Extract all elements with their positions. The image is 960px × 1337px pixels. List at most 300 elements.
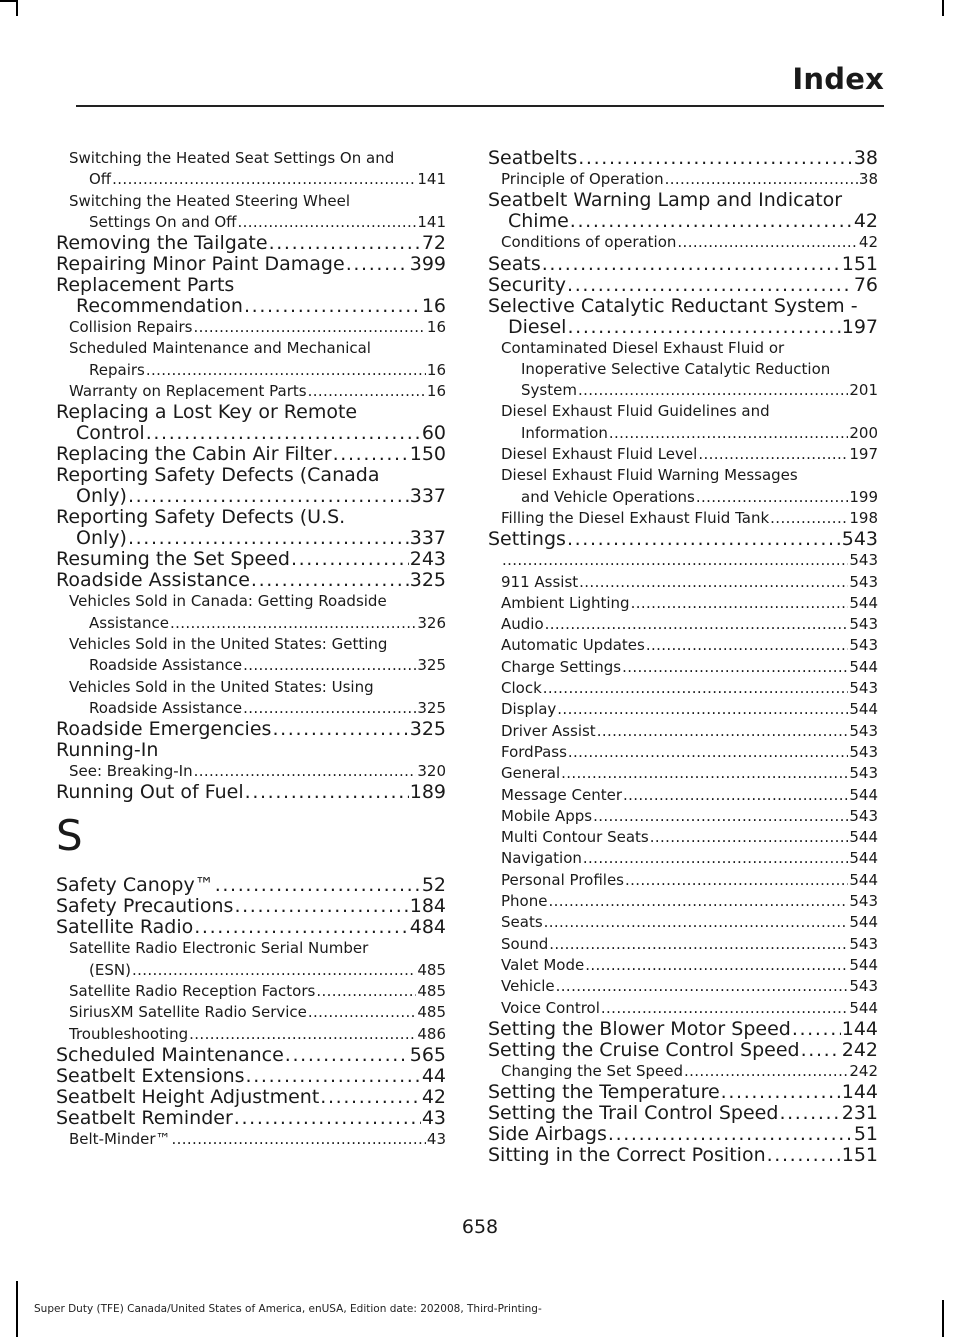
index-entry-label: Vehicles Sold in the United States: Using	[69, 677, 374, 696]
index-entry-label: Satellite Radio	[56, 917, 194, 939]
dot-leader	[333, 444, 409, 465]
index-entry-label: Security	[488, 274, 567, 296]
page-reference: 544	[849, 700, 878, 719]
index-entry	[56, 740, 446, 761]
index-entry-label: Roadside Assistance	[56, 570, 250, 592]
page-reference: 198	[849, 508, 878, 527]
index-entry-label: Replacing the Cabin Air Filter	[56, 444, 332, 466]
index-entry-line	[56, 233, 446, 254]
page-reference: 16	[426, 360, 446, 379]
index-entry	[488, 296, 878, 338]
page-reference: 544	[849, 828, 878, 847]
page-reference: 42	[421, 1086, 446, 1108]
index-subentry	[56, 191, 446, 234]
page-reference: 485	[417, 1003, 446, 1022]
index-subentry	[56, 1002, 446, 1023]
index-column-left	[56, 148, 446, 1150]
dot-leader	[696, 487, 848, 508]
index-entry-label: Seatbelt Extensions	[56, 1065, 245, 1087]
index-entry	[488, 1040, 878, 1061]
index-entry-line	[69, 1024, 446, 1045]
index-entry	[488, 148, 878, 169]
index-entry	[56, 875, 446, 896]
index-entry-line	[501, 870, 878, 891]
index-entry-line	[501, 614, 878, 635]
index-entry-label: System	[521, 381, 577, 400]
index-subentry	[56, 938, 446, 981]
index-entry-label: Ambient Lighting	[501, 593, 630, 612]
index-entry-label: Navigation	[501, 849, 582, 868]
index-entry-line	[69, 317, 446, 338]
page-reference: 544	[849, 593, 878, 612]
page-reference: 484	[409, 917, 446, 939]
index-subentry	[56, 148, 446, 191]
index-subentry	[488, 785, 878, 806]
index-entry-line	[488, 1019, 878, 1040]
index-entry-label: Repairs	[89, 360, 145, 379]
index-entry	[488, 1082, 878, 1103]
index-entry-line	[488, 1040, 878, 1061]
index-entry-label: Driver Assist	[501, 721, 596, 740]
page-reference: 485	[417, 960, 446, 979]
page-reference: 189	[409, 782, 446, 804]
index-entry-label: Seatbelt Reminder	[56, 1107, 233, 1129]
dot-leader	[146, 423, 421, 444]
dot-leader	[578, 380, 848, 401]
page-reference: 543	[849, 742, 878, 761]
page-reference: 543	[849, 806, 878, 825]
index-entry-line	[69, 761, 446, 782]
index-entry-label: Seatbelt Warning Lamp and Indicator	[488, 189, 843, 212]
page-reference: 544	[849, 870, 878, 889]
index-subentry	[488, 550, 878, 571]
dot-leader	[646, 635, 849, 656]
dot-leader	[579, 572, 848, 593]
dot-leader	[622, 657, 848, 678]
index-subentry	[488, 232, 878, 253]
index-entry-line	[501, 955, 878, 976]
index-entry-line	[488, 148, 878, 169]
index-subentry	[56, 338, 446, 381]
index-entry-line	[501, 169, 878, 190]
dot-leader	[544, 912, 849, 933]
index-entry-line	[56, 719, 446, 740]
crop-mark-bottom-right	[942, 1300, 944, 1337]
index-subentry	[488, 508, 878, 529]
page-reference: 543	[849, 636, 878, 655]
index-entry-line	[69, 169, 446, 190]
index-entry	[56, 719, 446, 740]
page-reference: 399	[409, 254, 446, 276]
index-entry	[56, 1045, 446, 1066]
dot-leader	[132, 960, 416, 981]
index-entry-label: Off	[89, 170, 112, 189]
dot-leader	[269, 233, 421, 254]
dot-leader	[608, 1124, 853, 1145]
index-entry-label: Vehicle	[501, 977, 555, 996]
index-entry-line	[488, 1124, 878, 1145]
index-subentry	[56, 1129, 446, 1150]
index-subentry	[488, 657, 878, 678]
page-reference: 44	[421, 1065, 446, 1087]
index-entry	[56, 917, 446, 938]
dot-leader	[568, 742, 848, 763]
index-entry-label: Replacement Parts	[56, 274, 235, 297]
index-subentry	[488, 678, 878, 699]
page-reference: 43	[426, 1129, 446, 1148]
index-entry-line	[501, 487, 878, 508]
index-entry-line	[501, 848, 878, 869]
index-entry-line	[501, 721, 878, 742]
page-reference: 326	[417, 613, 446, 632]
index-entry-label: Removing the Tailgate	[56, 233, 268, 255]
dot-leader	[251, 570, 409, 591]
dot-leader	[567, 317, 840, 338]
index-entry-label: and Vehicle Operations	[521, 487, 695, 506]
page-reference: 565	[409, 1044, 446, 1066]
index-entry-label: Filling the Diesel Exhaust Fluid Tank	[501, 508, 770, 527]
page-reference: 485	[417, 982, 446, 1001]
dot-leader	[631, 593, 849, 614]
page-reference: 201	[849, 381, 878, 400]
index-entry-label: Multi Contour Seats	[501, 828, 649, 847]
index-entry-line	[488, 1145, 878, 1166]
index-entry-line	[56, 1045, 446, 1066]
index-subentry	[56, 317, 446, 338]
index-subentry	[56, 981, 446, 1002]
index-entry-line	[488, 254, 878, 275]
index-entry-line	[501, 976, 878, 997]
page-reference: 325	[417, 656, 446, 675]
index-entry-label: Changing the Set Speed	[501, 1061, 683, 1080]
index-entry-line	[501, 763, 878, 784]
index-entry-label: Phone	[501, 892, 548, 911]
page-reference: 141	[417, 212, 446, 231]
index-entry-label: Roadside Assistance	[89, 656, 243, 675]
page-reference: 184	[409, 896, 446, 918]
index-entry-line	[69, 212, 446, 233]
page-number: 658	[461, 1216, 499, 1238]
dot-leader	[543, 678, 849, 699]
index-entry-line	[501, 934, 878, 955]
dot-leader	[146, 360, 426, 381]
index-entry-line	[501, 635, 878, 656]
index-entry	[56, 1087, 446, 1108]
crop-mark-top-left-v	[16, 0, 18, 16]
dot-leader	[308, 381, 426, 402]
dot-leader	[320, 1087, 421, 1108]
index-entry-label: Vehicles Sold in the United States: Getting	[69, 634, 388, 653]
index-entry-label: Principle of Operation	[501, 170, 664, 188]
index-entry-label: Replacing a Lost Key or Remote	[56, 401, 358, 424]
index-entry-label: Resuming the Set Speed	[56, 549, 290, 571]
index-entry-label: Inoperative Selective Catalytic Reduction	[521, 359, 831, 378]
index-entry-line	[501, 550, 878, 571]
page-reference: 16	[421, 296, 446, 318]
dot-leader	[234, 896, 408, 917]
index-entry	[488, 1019, 878, 1040]
index-entry-line	[488, 317, 878, 338]
page-reference: 51	[853, 1124, 878, 1146]
index-entry-label: Reporting Safety Defects (U.S.	[56, 506, 346, 529]
page-reference: 543	[841, 529, 878, 551]
page-reference: 16	[426, 382, 446, 401]
page-reference: 543	[849, 721, 878, 740]
dot-leader	[677, 232, 857, 253]
index-entry-label: Running-In	[56, 739, 159, 762]
index-entry	[488, 254, 878, 275]
index-entry-label: Switching the Heated Steering Wheel	[69, 191, 350, 210]
index-entry-label: Only)	[76, 528, 127, 550]
index-entry	[488, 275, 878, 296]
index-entry	[56, 465, 446, 507]
index-subentry	[56, 634, 446, 677]
index-entry-line	[56, 486, 446, 507]
page-reference: 543	[849, 977, 878, 996]
index-entry	[56, 233, 446, 254]
index-entry-line	[56, 254, 446, 275]
index-entry-line	[501, 785, 878, 806]
dot-leader	[721, 1082, 841, 1103]
index-entry-label: Satellite Radio Electronic Serial Number	[69, 939, 369, 958]
index-entry	[56, 507, 446, 549]
index-entry-label: SiriusXM Satellite Radio Service	[69, 1003, 307, 1022]
index-subentry	[488, 721, 878, 742]
index-subentry	[488, 635, 878, 656]
page-reference: 320	[417, 762, 446, 781]
index-entry-line	[501, 1061, 878, 1082]
page-reference: 42	[853, 211, 878, 233]
index-entry-line	[501, 593, 878, 614]
page-reference: 52	[421, 875, 446, 897]
index-entry-label: General	[501, 764, 561, 783]
index-entry-line	[501, 806, 878, 827]
index-entry-label: Reporting Safety Defects (Canada	[56, 464, 380, 487]
dot-leader	[567, 529, 841, 550]
dot-leader	[583, 848, 848, 869]
index-entry-label: Contaminated Diesel Exhaust Fluid or	[501, 338, 785, 357]
page-reference: 543	[849, 679, 878, 698]
index-subentry	[56, 1024, 446, 1045]
index-entry-label: Sitting in the Correct Position	[488, 1145, 766, 1167]
index-entry-line	[69, 360, 446, 381]
index-entry-label: Switching the Heated Seat Settings On and	[69, 149, 395, 167]
index-entry-label: Information	[521, 423, 608, 442]
index-entry-line	[69, 1129, 446, 1150]
dot-leader	[346, 254, 409, 275]
index-entry-label: Selective Catalytic Reductant System -	[488, 294, 858, 317]
index-entry-label: Assistance	[89, 613, 169, 632]
dot-leader	[578, 148, 853, 169]
section-letter: S	[56, 811, 83, 861]
index-subentry	[488, 699, 878, 720]
index-subentry	[56, 381, 446, 402]
index-entry-line	[501, 572, 878, 593]
index-entry-label: Clock	[501, 679, 542, 698]
page-reference: 60	[421, 423, 446, 445]
index-entry-label: Charge Settings	[501, 657, 622, 676]
page-reference: 151	[841, 253, 878, 275]
index-entry-line	[501, 891, 878, 912]
page-reference: 544	[849, 998, 878, 1017]
index-entry-label: Diesel	[508, 316, 567, 338]
dot-leader	[234, 1108, 421, 1129]
page-reference: 16	[426, 318, 446, 337]
index-entry-label: Setting the Blower Motor Speed	[488, 1018, 791, 1040]
page-reference: 151	[841, 1145, 878, 1167]
dot-leader	[238, 212, 417, 233]
dot-leader	[243, 655, 416, 676]
dot-leader	[128, 486, 409, 507]
dot-leader	[243, 698, 416, 719]
index-subentry	[488, 912, 878, 933]
page-reference: 543	[849, 892, 878, 911]
page-reference: 325	[409, 719, 446, 741]
index-entry-label: Sound	[501, 934, 549, 953]
dot-leader	[502, 550, 848, 571]
index-entry-label: Seatbelt Height Adjustment	[56, 1086, 320, 1108]
index-entry-line	[69, 613, 446, 634]
index-entry-line	[501, 912, 878, 933]
index-entry-label: Message Center	[501, 785, 622, 804]
dot-leader	[291, 549, 409, 570]
index-subentry	[488, 891, 878, 912]
index-entry	[56, 896, 446, 917]
dot-leader	[625, 870, 848, 891]
dot-leader	[172, 1129, 426, 1150]
index-subentry	[488, 955, 878, 976]
dot-leader	[801, 1040, 841, 1061]
index-entry-label: Vehicles Sold in Canada: Getting Roadside	[69, 592, 387, 611]
page-reference: 43	[421, 1107, 446, 1129]
index-entry-label: Setting the Temperature	[488, 1082, 720, 1104]
header-divider	[76, 105, 884, 107]
index-entry-label: Running Out of Fuel	[56, 782, 244, 804]
index-entry-line	[69, 698, 446, 719]
index-entry	[56, 782, 446, 803]
index-subentry	[56, 677, 446, 720]
page-reference: 231	[841, 1103, 878, 1125]
page-reference: 144	[841, 1018, 878, 1040]
index-entry-line	[56, 423, 446, 444]
index-entry-line	[56, 528, 446, 549]
dot-leader	[128, 528, 409, 549]
index-subentry	[488, 614, 878, 635]
page-reference: 38	[858, 170, 878, 188]
dot-leader	[609, 423, 849, 444]
page-reference: 200	[849, 423, 878, 442]
dot-leader	[556, 976, 849, 997]
dot-leader	[316, 981, 416, 1002]
page-reference: 38	[853, 148, 878, 169]
page-reference: 544	[849, 785, 878, 804]
dot-leader	[285, 1045, 409, 1066]
index-entry-label: Repairing Minor Paint Damage	[56, 254, 345, 276]
index-subentry	[488, 827, 878, 848]
page-reference: 544	[849, 657, 878, 676]
page-reference: 242	[841, 1039, 878, 1061]
page-reference: 197	[841, 316, 878, 338]
index-entry	[56, 570, 446, 591]
index-subentry	[488, 998, 878, 1019]
index-entry-label: Troubleshooting	[69, 1024, 189, 1043]
index-entry-label: Diesel Exhaust Fluid Guidelines and	[501, 402, 770, 421]
crop-mark-bottom-left	[16, 1281, 18, 1337]
index-subentry	[488, 848, 878, 869]
page-reference: 544	[849, 849, 878, 868]
index-entry-label: See: Breaking-In	[69, 762, 193, 781]
index-entry-label: Warranty on Replacement Parts	[69, 382, 307, 401]
page-reference: 543	[849, 551, 878, 570]
index-entry	[56, 254, 446, 275]
index-entry	[488, 1124, 878, 1145]
dot-leader	[245, 782, 409, 803]
index-entry-line	[69, 981, 446, 1002]
index-column-right	[488, 148, 878, 1166]
dot-leader	[792, 1019, 841, 1040]
index-entry-label: Setting the Trail Control Speed	[488, 1103, 779, 1125]
index-entry-label: Voice Control	[501, 998, 600, 1017]
dot-leader	[570, 211, 853, 232]
index-entry	[56, 402, 446, 444]
index-entry	[56, 275, 446, 317]
index-subentry	[488, 465, 878, 508]
index-entry-label: Roadside Emergencies	[56, 719, 272, 741]
dot-leader	[567, 275, 853, 296]
index-entry-label: Safety Precautions	[56, 896, 234, 918]
dot-leader	[193, 317, 425, 338]
index-subentry	[488, 338, 878, 402]
index-entry-label: Seats	[488, 253, 541, 275]
index-subentry	[488, 976, 878, 997]
index-entry	[488, 1103, 878, 1124]
dot-leader	[542, 254, 841, 275]
index-subentry	[56, 761, 446, 782]
page-reference: 325	[417, 698, 446, 717]
index-entry-label: FordPass	[501, 742, 567, 761]
page-reference: 544	[849, 955, 878, 974]
index-entry-label: Scheduled Maintenance	[56, 1044, 284, 1066]
dot-leader	[548, 891, 848, 912]
index-entry-line	[69, 381, 446, 402]
index-entry-label: Roadside Assistance	[89, 698, 243, 717]
index-subentry	[488, 742, 878, 763]
page-reference: 76	[853, 274, 878, 296]
dot-leader	[308, 1002, 416, 1023]
index-entry-line	[501, 444, 878, 465]
index-entry-line	[488, 1103, 878, 1124]
index-entry-label: Side Airbags	[488, 1124, 607, 1146]
page-reference: 337	[409, 528, 446, 550]
dot-leader	[244, 296, 421, 317]
index-entry-line	[501, 232, 878, 253]
dot-leader	[698, 444, 848, 465]
crop-mark-top-right	[942, 0, 944, 16]
page-reference: 144	[841, 1082, 878, 1104]
dot-leader	[561, 763, 848, 784]
index-entry-line	[56, 1087, 446, 1108]
dot-leader	[194, 917, 408, 938]
dot-leader	[272, 719, 408, 740]
index-entry-line	[56, 444, 446, 465]
index-entry-line	[56, 1108, 446, 1129]
page-reference: 325	[409, 570, 446, 592]
page-reference: 544	[849, 913, 878, 932]
page-reference: 242	[849, 1061, 878, 1080]
dot-leader	[194, 761, 417, 782]
index-entry-line	[501, 699, 878, 720]
index-entry-line	[501, 998, 878, 1019]
